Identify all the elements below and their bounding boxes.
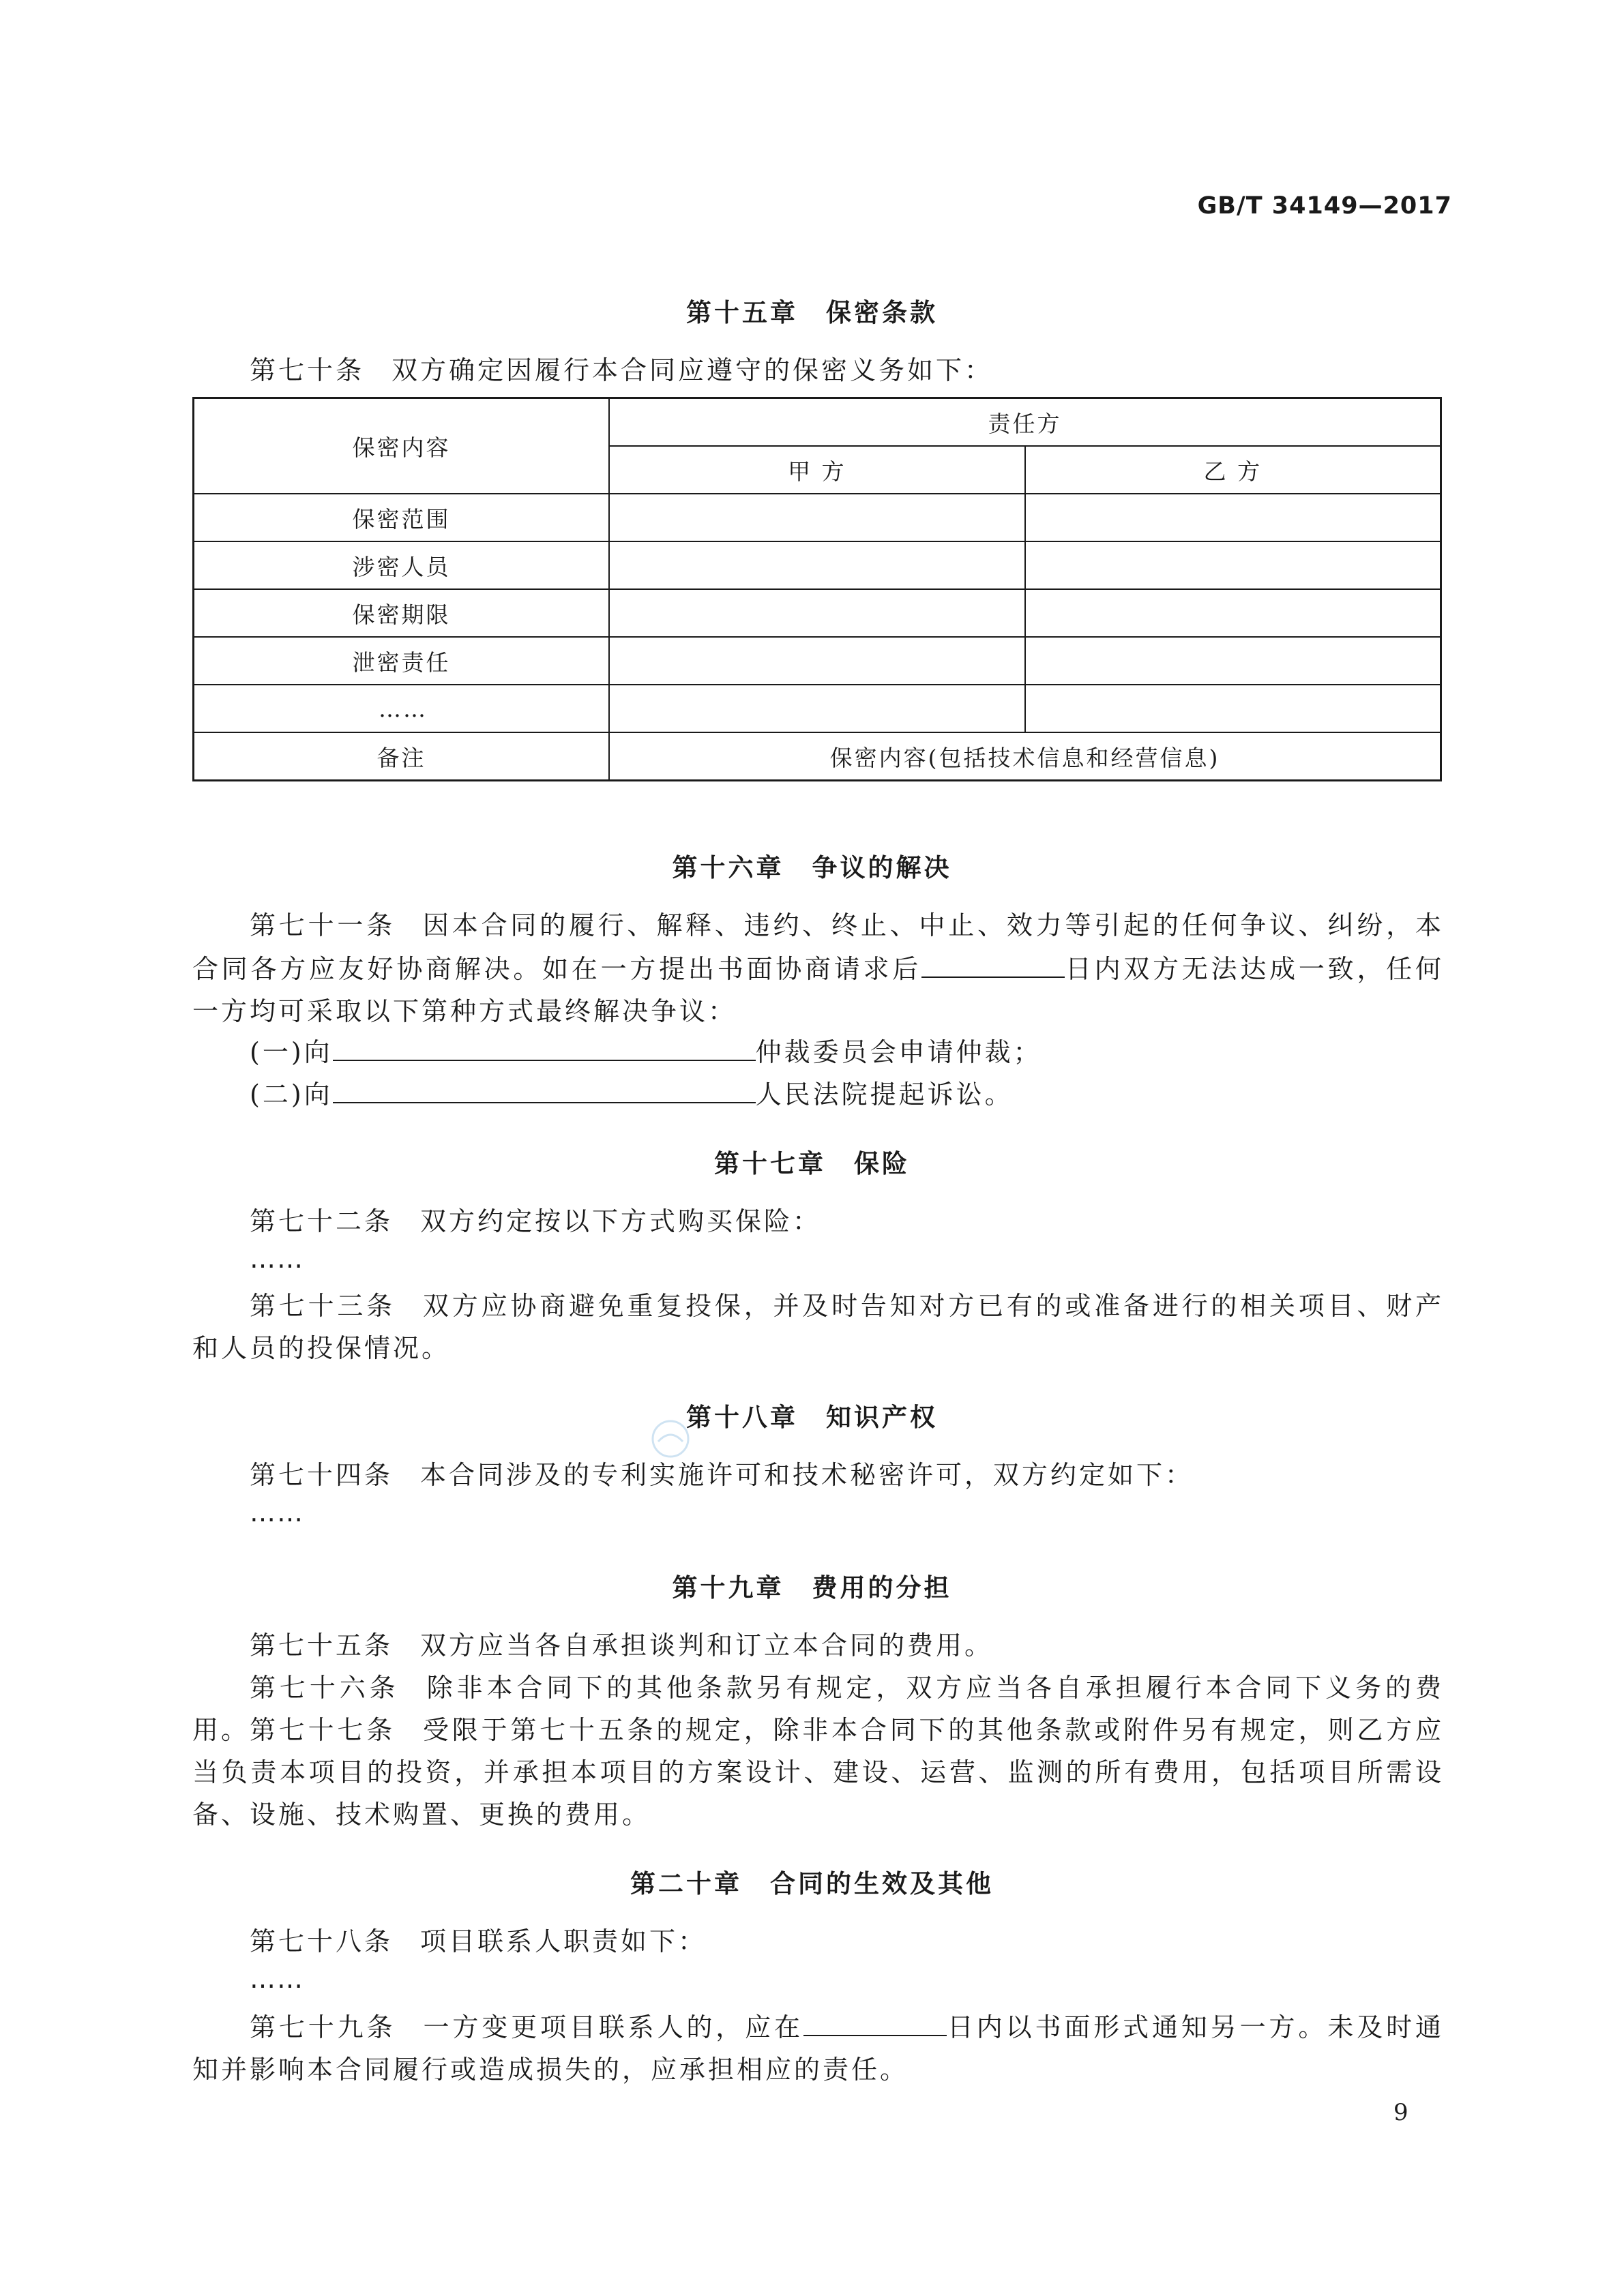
article-79-number: 第七十九条 xyxy=(250,2012,396,2042)
article-72-text: 双方约定按以下方式购买保险： xyxy=(420,1206,822,1236)
cell-party-a xyxy=(609,589,1025,637)
article-77-text: 受限于第七十五条的规定，除非本合同下的其他条款或附件另有规定，则乙方应当负责本项目的投资，并承担本项目的方案设计、建设、运营、监测的所有费用，包括项目所需设备、设施、技术购置、更换的费用。 xyxy=(192,1715,1444,1830)
header-content: 保密内容 xyxy=(194,398,609,494)
page-number: 9 xyxy=(1393,2099,1408,2126)
table-row xyxy=(194,637,1441,685)
cell-party-b xyxy=(1025,637,1441,685)
option-2 xyxy=(250,1072,1443,1116)
article-79 xyxy=(192,2005,1444,2091)
option-1-prefix: (一)向 xyxy=(250,1037,333,1067)
table-row xyxy=(194,541,1441,589)
article-75 xyxy=(192,1624,1444,1667)
row-label: 保密范围 xyxy=(194,494,609,541)
article-73-number: 第七十三条 xyxy=(250,1291,396,1321)
table-row xyxy=(194,589,1441,637)
option-2-suffix: 人民法院提起诉讼。 xyxy=(755,1079,1014,1109)
standard-number: GB/T 34149—2017 xyxy=(1197,192,1452,220)
row-label: …… xyxy=(194,685,609,732)
article-79-text-a: 一方变更项目联系人的，应在 xyxy=(423,2012,803,2042)
cell-party-b xyxy=(1025,685,1441,732)
row-label: 保密期限 xyxy=(194,589,609,637)
row-label: 泄密责任 xyxy=(194,637,609,685)
article-71-text-b: 日内双方无法达成一致，任何一方均可采取以下第种方式最终解决争议： xyxy=(192,954,1444,1026)
article-72 xyxy=(192,1200,1444,1242)
cell-party-a xyxy=(609,494,1025,541)
article-74-text: 本合同涉及的专利实施许可和技术秘密许可，双方约定如下： xyxy=(420,1460,1194,1490)
option-1 xyxy=(250,1030,1443,1073)
article-73 xyxy=(192,1285,1444,1369)
chapter-17-title: 第十七章 保险 xyxy=(714,1149,910,1178)
table-row xyxy=(194,494,1441,541)
article-72-number: 第七十二条 xyxy=(250,1206,394,1236)
header-party-b: 乙 方 xyxy=(1025,446,1441,494)
blank-days-field[interactable] xyxy=(921,946,1065,978)
chapter-20-title: 第二十章 合同的生效及其他 xyxy=(630,1869,994,1898)
article-71-text-a: 因本合同的履行、解释、违约、终止、中止、效力等引起的任何争议、纠纷，本合同各方应友好协商解决。如在一方提出书面协商请求后 xyxy=(192,910,1444,984)
ellipsis: …… xyxy=(250,1964,304,1994)
note-value: 保密内容(包括技术信息和经营信息) xyxy=(609,732,1441,781)
table-row xyxy=(194,685,1441,732)
article-76-text: 除非本合同下的其他条款另有规定，双方应当各自承担履行本合同下义务的费用。 xyxy=(192,1673,1444,1745)
article-70-text: 双方确定因履行本合同应遵守的保密义务如下： xyxy=(392,355,994,385)
ellipsis: …… xyxy=(250,1244,304,1274)
confidentiality-table xyxy=(192,397,1442,781)
cell-party-a xyxy=(609,541,1025,589)
blank-court-field[interactable] xyxy=(333,1072,756,1103)
blank-notice-days-field[interactable] xyxy=(803,2005,947,2036)
blank-arbitration-field[interactable] xyxy=(333,1030,756,1061)
cell-party-b xyxy=(1025,541,1441,589)
article-70 xyxy=(192,349,1444,391)
szac-watermark-icon xyxy=(650,1418,691,1459)
cell-party-b xyxy=(1025,494,1441,541)
option-2-prefix: (二)向 xyxy=(250,1079,333,1109)
article-74 xyxy=(192,1454,1444,1496)
article-73-text: 双方应协商避免重复投保，并及时告知对方已有的或准备进行的相关项目、财产和人员的投保情况。 xyxy=(192,1291,1444,1363)
chapter-18-title: 第十八章 知识产权 xyxy=(686,1403,938,1432)
article-70-number: 第七十条 xyxy=(250,355,365,385)
article-74-number: 第七十四条 xyxy=(250,1460,394,1490)
cell-party-b xyxy=(1025,589,1441,637)
chapter-19-title: 第十九章 费用的分担 xyxy=(672,1573,952,1602)
table-row xyxy=(194,732,1441,781)
note-label: 备注 xyxy=(194,732,609,781)
cell-party-a xyxy=(609,637,1025,685)
article-71-number: 第七十一条 xyxy=(250,910,396,940)
header-responsible: 责任方 xyxy=(609,398,1441,447)
article-78-text: 项目联系人职责如下： xyxy=(420,1926,707,1956)
article-77 xyxy=(192,1709,1444,1836)
article-77-number: 第七十七条 xyxy=(250,1715,396,1745)
article-76-number: 第七十六条 xyxy=(250,1673,400,1703)
article-79-text-b: 日内以书面形式通知另一方。未及时通知并影响本合同履行或造成损失的，应承担相应的责任。 xyxy=(192,2012,1444,2085)
ellipsis: …… xyxy=(250,1497,304,1527)
article-78 xyxy=(192,1920,1444,1963)
article-75-number: 第七十五条 xyxy=(250,1630,394,1660)
header-party-a: 甲 方 xyxy=(609,446,1025,494)
row-label: 涉密人员 xyxy=(194,541,609,589)
cell-party-a xyxy=(609,685,1025,732)
chapter-15-title: 第十五章 保密条款 xyxy=(686,298,938,327)
option-1-suffix: 仲裁委员会申请仲裁； xyxy=(755,1037,1042,1067)
article-71 xyxy=(192,904,1444,1032)
article-78-number: 第七十八条 xyxy=(250,1926,394,1956)
article-75-text: 双方应当各自承担谈判和订立本合同的费用。 xyxy=(420,1630,994,1660)
chapter-16-title: 第十六章 争议的解决 xyxy=(672,853,952,882)
